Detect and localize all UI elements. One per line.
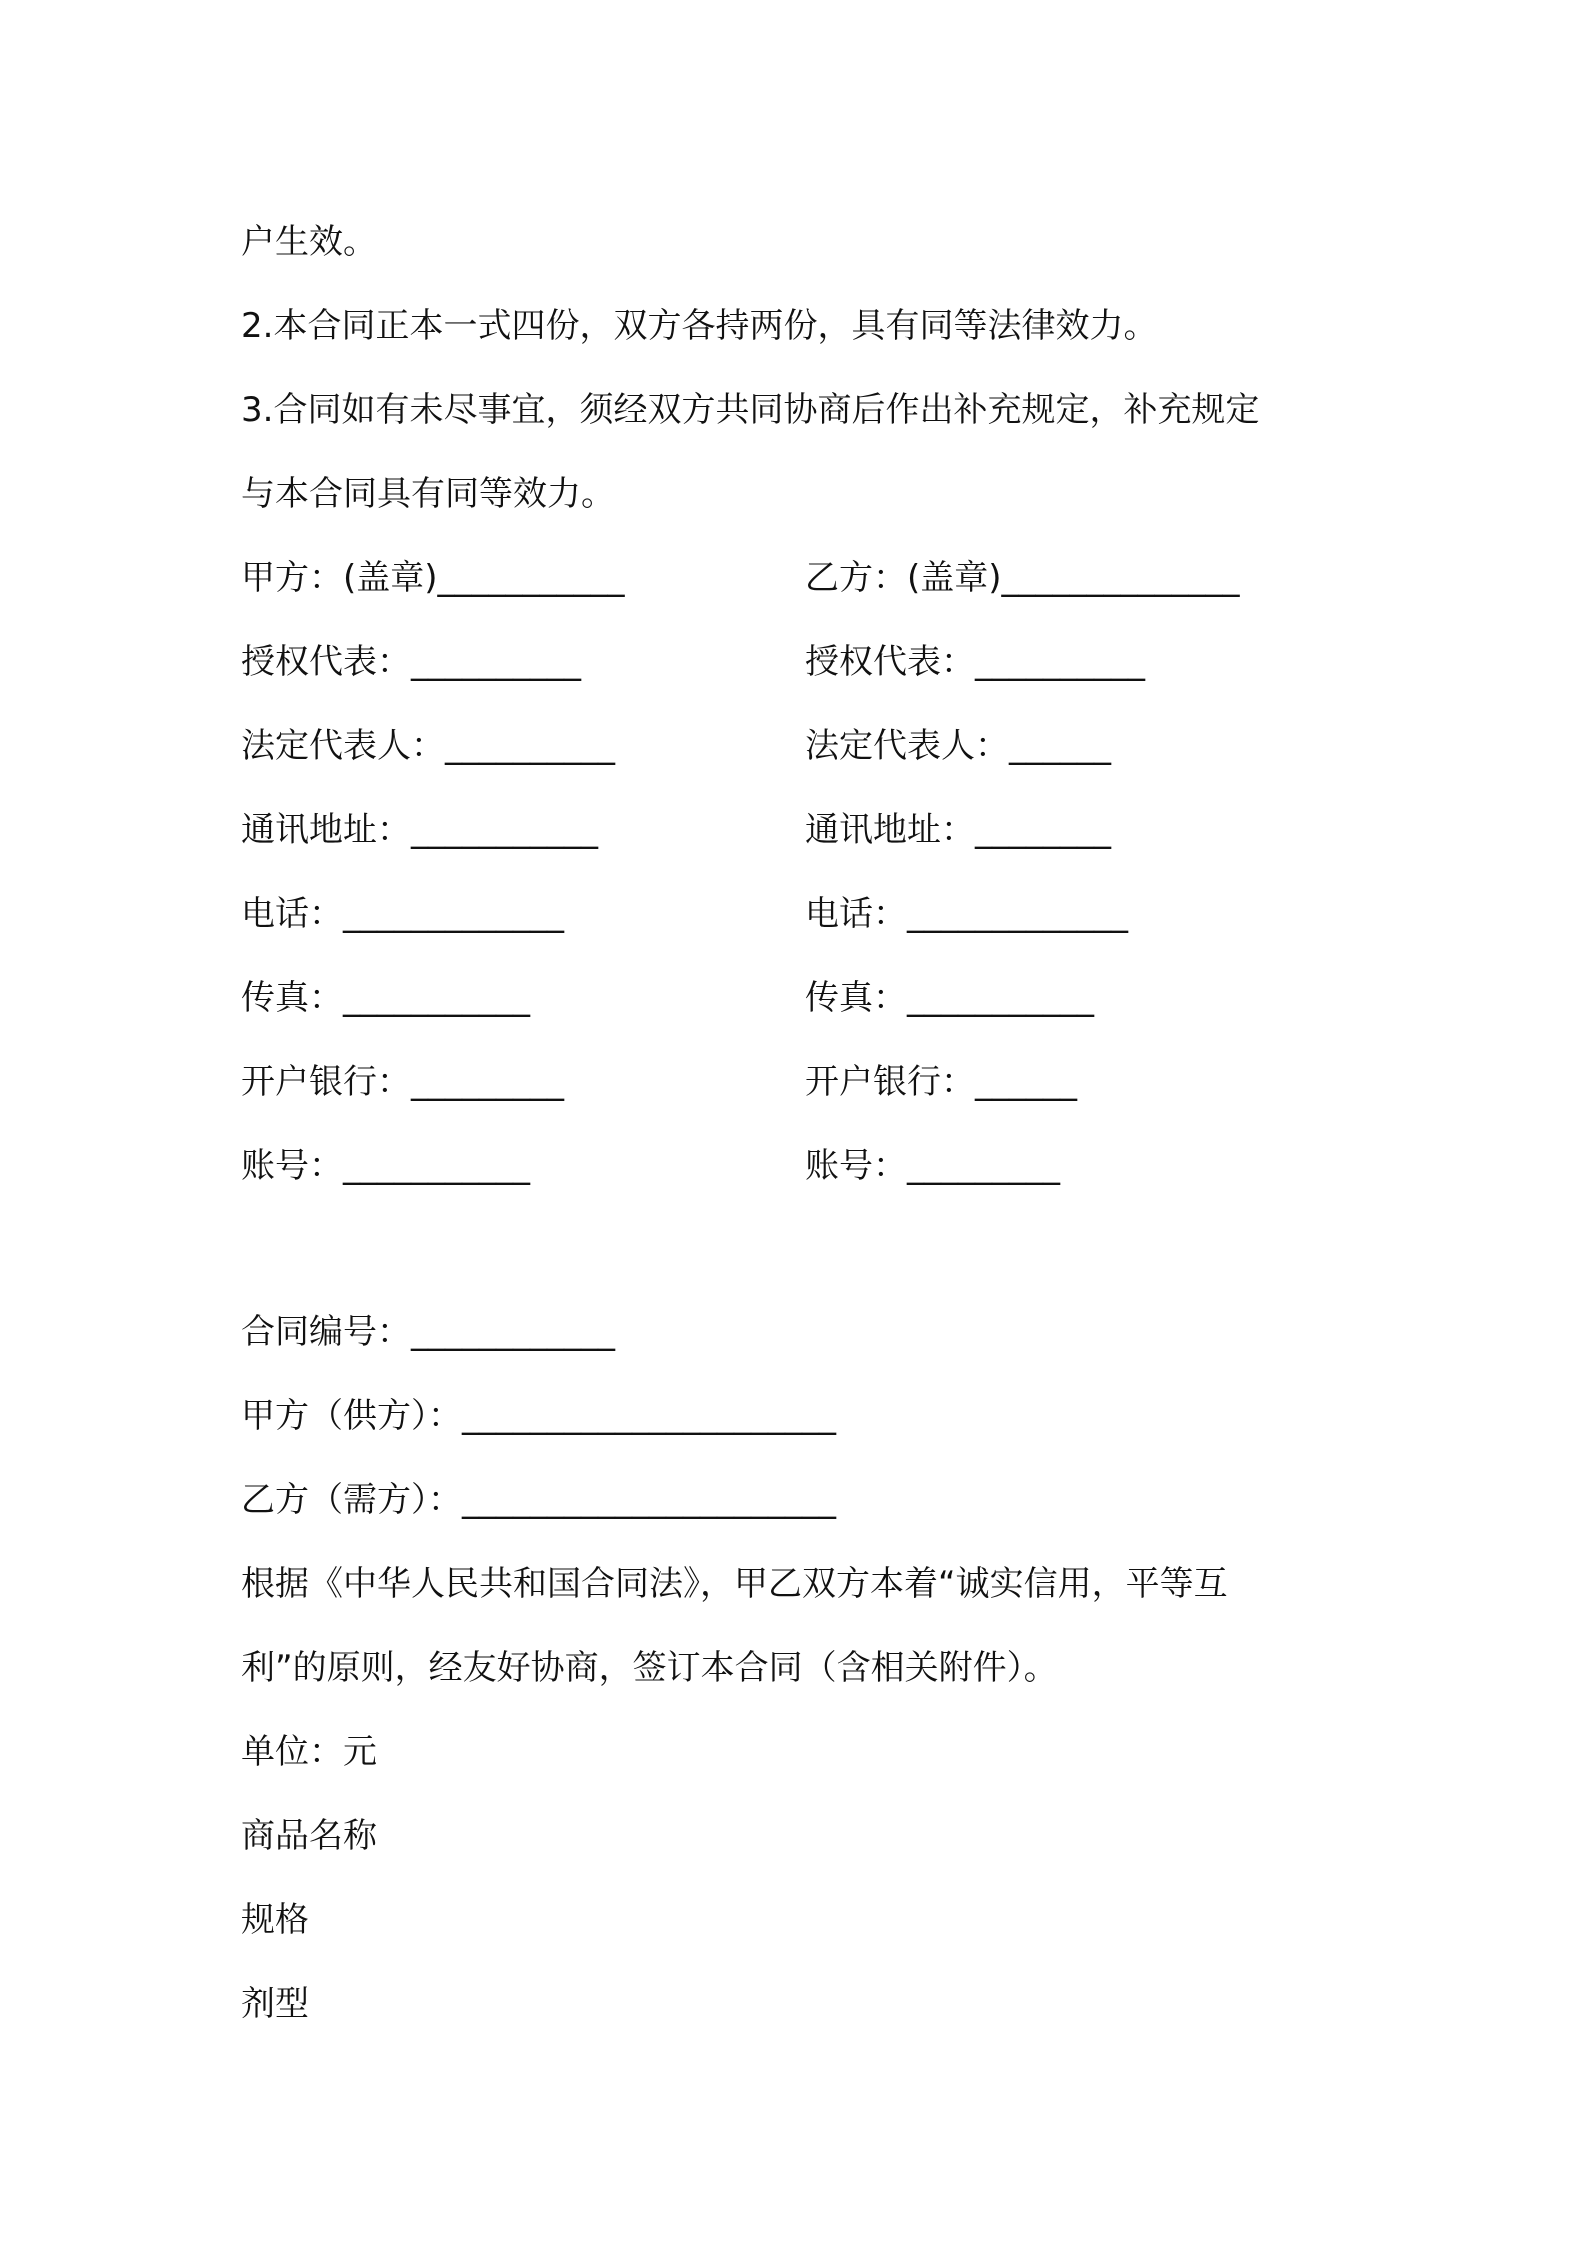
signature-row bbox=[241, 536, 1361, 620]
signature-row bbox=[241, 1124, 1361, 1208]
signature-row bbox=[241, 1040, 1361, 1124]
section-spacer bbox=[241, 1208, 1361, 1290]
unit-line: 单位：元 bbox=[241, 1732, 377, 1772]
party-a-field: 电话：_____________ bbox=[241, 894, 564, 934]
text-line: 利”的原则，经友好协商，签订本合同（含相关附件）。 bbox=[241, 1648, 1058, 1688]
contract-number-line: 合同编号：____________ bbox=[241, 1312, 615, 1352]
party-b-field: 电话：_____________ bbox=[805, 894, 1128, 934]
party-b-field: 通讯地址：________ bbox=[805, 810, 1111, 850]
party-b-field: 法定代表人：______ bbox=[805, 726, 1111, 766]
party-a-field: 开户银行：_________ bbox=[241, 1062, 564, 1102]
document-content bbox=[241, 200, 1361, 2046]
party-b-field: 乙方：(盖章)______________ bbox=[805, 558, 1240, 598]
party-a-field: 账号：___________ bbox=[241, 1146, 530, 1186]
signature-row bbox=[241, 704, 1361, 788]
party-b-field: 传真：___________ bbox=[805, 978, 1094, 1018]
signature-row bbox=[241, 872, 1361, 956]
signature-row bbox=[241, 956, 1361, 1040]
buyer-line: 乙方（需方）：______________________ bbox=[241, 1480, 836, 1520]
signature-row bbox=[241, 788, 1361, 872]
text-line: 与本合同具有同等效力。 bbox=[241, 474, 615, 514]
party-b-field: 授权代表：__________ bbox=[805, 642, 1145, 682]
table-heading: 规格 bbox=[241, 1900, 309, 1940]
text-line: 户生效。 bbox=[241, 222, 377, 262]
party-a-field: 甲方：(盖章)___________ bbox=[241, 558, 625, 598]
supplier-line: 甲方（供方）：______________________ bbox=[241, 1396, 836, 1436]
table-heading: 剂型 bbox=[241, 1984, 309, 2024]
party-b-field: 开户银行：______ bbox=[805, 1062, 1077, 1102]
party-a-field: 法定代表人：__________ bbox=[241, 726, 615, 766]
text-line: 根据《中华人民共和国合同法》，甲乙双方本着“诚实信用，平等互 bbox=[241, 1564, 1228, 1604]
table-heading: 商品名称 bbox=[241, 1816, 377, 1856]
text-line: 2.本合同正本一式四份，双方各持两份，具有同等法律效力。 bbox=[241, 306, 1158, 346]
signature-row bbox=[241, 620, 1361, 704]
party-a-field: 授权代表：__________ bbox=[241, 642, 581, 682]
party-a-field: 传真：___________ bbox=[241, 978, 530, 1018]
party-a-field: 通讯地址：___________ bbox=[241, 810, 598, 850]
text-line: 3.合同如有未尽事宜，须经双方共同协商后作出补充规定，补充规定 bbox=[241, 390, 1260, 430]
party-b-field: 账号：_________ bbox=[805, 1146, 1060, 1186]
